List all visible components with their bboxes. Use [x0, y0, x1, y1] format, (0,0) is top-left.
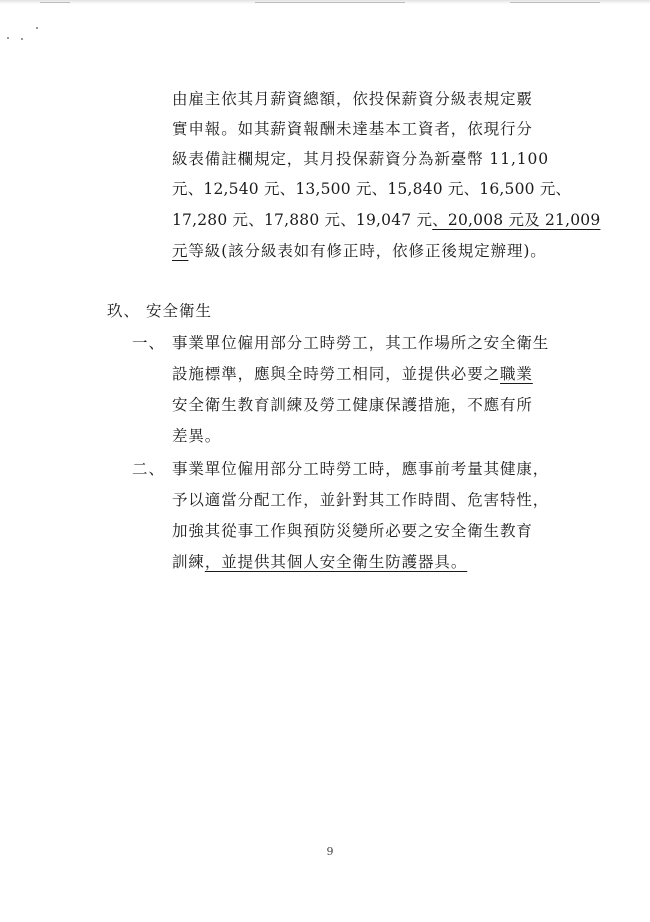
- page-number: 9: [326, 845, 334, 858]
- paragraph-line-4: 元、12,540 元、13,500 元、15,840 元、16,500 元、: [172, 180, 572, 198]
- wage-levels-text: 17,280 元、17,880 元、19,047 元: [172, 211, 433, 229]
- amended-unit: 元: [172, 242, 189, 260]
- paragraph-line-5: [172, 209, 600, 231]
- paragraph-line-3: 級表備註欄規定，其月投保薪資分為新臺幣 11,100: [172, 150, 550, 168]
- item-2-line-2: 予以適當分配工作，並針對其工作時間、危害特性，: [172, 491, 550, 509]
- amended-wage-levels: 、20,008 元及 21,009: [432, 211, 601, 229]
- paragraph-end-text: 等級(該分級表如有修正時，依修正後規定辦理)。: [188, 242, 547, 260]
- section-number: 玖、: [107, 302, 141, 320]
- item-1-line-4: 差異。: [172, 427, 222, 445]
- item-2-line-4-text: 訓練: [172, 553, 205, 571]
- item-2-line-3: 加強其從事工作與預防災變所必要之安全衛生教育: [172, 522, 533, 540]
- item-2-line-4: [172, 551, 467, 573]
- scan-speck: [21, 38, 23, 40]
- scan-rule: [255, 2, 405, 3]
- paragraph-line-6: [172, 240, 547, 262]
- scan-speck: [36, 27, 38, 29]
- scan-rule: [510, 2, 600, 3]
- item-1-line-2: [172, 363, 533, 385]
- paragraph-line-1: 由雇主依其月薪資總額，依投保薪資分級表規定覈: [172, 90, 533, 108]
- section-title: 安全衛生: [146, 302, 213, 320]
- item-number-2: 二、: [132, 460, 166, 478]
- paragraph-line-2: 實申報。如其薪資報酬未達基本工資者，依現行分: [172, 120, 533, 138]
- item-1-line-2-text: 設施標準，應與全時勞工相同，並提供必要之: [172, 365, 501, 383]
- item-2-line-1: 事業單位僱用部分工時勞工時，應事前考量其健康，: [172, 460, 550, 478]
- amended-word: 職業: [500, 365, 533, 383]
- scan-rule: [40, 2, 70, 3]
- scan-speck: [7, 37, 9, 39]
- item-1-line-1: 事業單位僱用部分工時勞工，其工作場所之安全衛生: [172, 334, 550, 352]
- item-1-line-3: 安全衛生教育訓練及勞工健康保護措施，不應有所: [172, 396, 533, 414]
- item-number-1: 一、: [132, 334, 166, 352]
- amended-sentence: ，並提供其個人安全衛生防護器具。: [204, 553, 468, 571]
